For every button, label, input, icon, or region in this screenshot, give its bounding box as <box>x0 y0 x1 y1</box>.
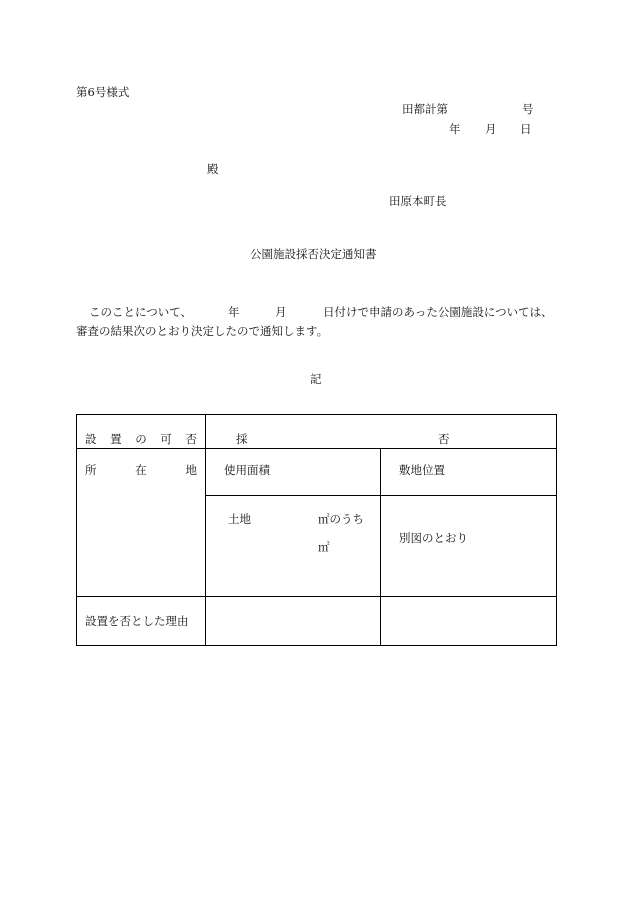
body-line1-year: 年 <box>228 305 240 319</box>
table-column-divider-2 <box>380 448 381 645</box>
decision-table <box>76 414 557 646</box>
table-row-divider-1 <box>77 448 556 449</box>
body-line1-start: このことについて、 <box>89 305 193 319</box>
document-number-prefix: 田都計第 <box>402 102 448 116</box>
body-line1-rest: 日付けで申請のあった公園施設については、 <box>323 305 553 319</box>
document-number-suffix: 号 <box>522 102 534 116</box>
adopt-label: 採 <box>236 432 248 446</box>
date-year-label: 年 <box>449 122 461 136</box>
location-header-char: 在 <box>135 463 147 477</box>
approval-header-char: の <box>135 432 147 446</box>
site-position-value: 別図のとおり <box>399 531 468 545</box>
rejection-reason-label: 設置を否とした理由 <box>85 614 189 628</box>
approval-header-char: 可 <box>160 432 172 446</box>
location-header-char: 地 <box>185 463 197 477</box>
date-month-label: 月 <box>485 122 497 136</box>
body-line2: 審査の結果次のとおり決定したので通知します。 <box>76 324 329 338</box>
ki-heading: 記 <box>310 372 322 386</box>
form-number: 第6号様式 <box>76 85 130 99</box>
addressee-honorific: 殿 <box>207 162 219 176</box>
site-position-label: 敷地位置 <box>399 463 445 477</box>
approval-header-char: 設 <box>85 432 97 446</box>
reject-label: 否 <box>438 432 450 446</box>
approval-header <box>85 434 197 446</box>
table-row-divider-2 <box>205 495 556 496</box>
approval-header-char: 否 <box>185 432 197 446</box>
square-meters-label: ㎡ <box>318 540 330 554</box>
sender-name: 田原本町長 <box>389 194 447 208</box>
body-line1-month: 月 <box>275 305 287 319</box>
square-meters-of-label: ㎡のうち <box>318 512 364 526</box>
document-title: 公園施設採否決定通知書 <box>250 247 377 261</box>
location-header-char: 所 <box>85 463 97 477</box>
land-label: 土地 <box>228 512 251 526</box>
location-header <box>85 465 197 477</box>
approval-header-char: 置 <box>110 432 122 446</box>
table-column-divider-1 <box>205 415 206 645</box>
table-row-divider-3 <box>77 596 556 597</box>
date-day-label: 日 <box>520 122 532 136</box>
usage-area-label: 使用面積 <box>224 463 270 477</box>
